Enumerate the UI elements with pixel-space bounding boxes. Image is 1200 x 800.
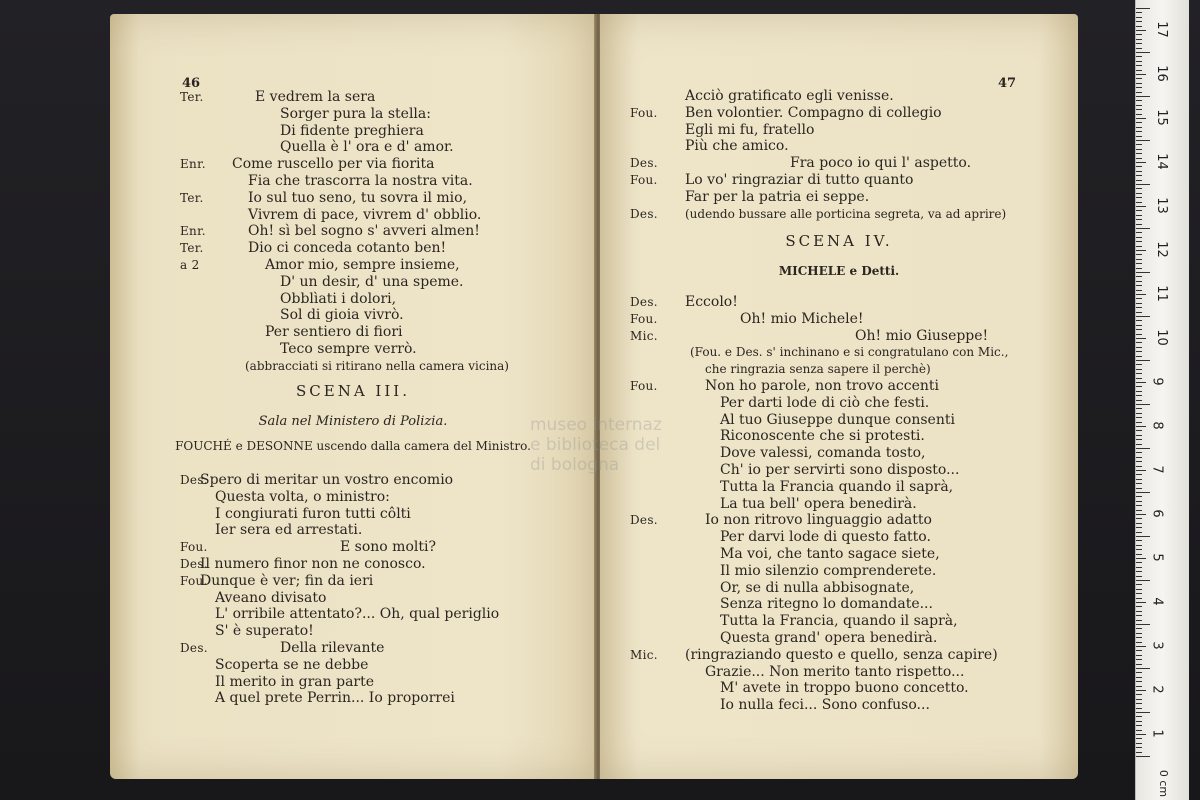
verse-text: Io non ritrovo linguaggio adatto <box>705 512 932 529</box>
verse-text: Aveano divisato <box>215 589 327 606</box>
verse-text: L' orribile attentato?... Oh, qual periglio <box>215 606 500 623</box>
ruler-tick <box>1136 734 1146 735</box>
ruler-tick <box>1136 386 1142 387</box>
ruler-tick <box>1136 140 1150 141</box>
ruler-tick <box>1136 52 1150 53</box>
ruler-tick <box>1136 637 1142 638</box>
ruler-tick <box>1136 188 1142 189</box>
left-page <box>110 14 596 779</box>
verse-text: Come ruscello per via fiorita <box>232 156 435 173</box>
ruler-tick <box>1136 527 1142 528</box>
verse-text: Senza ritegno lo domandate... <box>720 596 933 613</box>
ruler-tick <box>1136 329 1142 330</box>
verse-text: La tua bell' opera benedirà. <box>720 495 917 512</box>
ruler-tick <box>1136 61 1142 62</box>
ruler-tick <box>1136 417 1142 418</box>
verse-text: A quel prete Perrin... Io proporrei <box>215 690 455 707</box>
speaker-label: Des. <box>180 641 208 655</box>
ruler-tick <box>1136 246 1142 247</box>
verse-text: Sorger pura la stella: <box>280 105 431 122</box>
ruler-tick <box>1136 21 1142 22</box>
speaker-label: Ter. <box>180 241 204 256</box>
ruler-tick <box>1136 114 1142 115</box>
ruler-number: 2 <box>1149 685 1165 694</box>
speaker-label: Fou. <box>630 173 658 187</box>
ruler-tick <box>1136 122 1142 123</box>
verse-text: Il merito in gran parte <box>215 673 375 690</box>
ruler-tick <box>1136 743 1142 744</box>
ruler-tick <box>1136 505 1142 506</box>
ruler-tick <box>1136 672 1142 673</box>
ruler-tick <box>1136 470 1146 471</box>
verse-text: Questa grand' opera benedirà. <box>720 630 938 646</box>
ruler-tick <box>1136 532 1142 533</box>
ruler-tick <box>1136 510 1142 511</box>
ruler-tick <box>1136 78 1142 79</box>
verse-text: Oh! mio Michele! <box>740 310 864 327</box>
ruler-tick <box>1136 422 1142 423</box>
ruler-tick <box>1136 158 1142 159</box>
verse-text: Scoperta se ne debbe <box>215 656 369 673</box>
ruler-number: 14 <box>1153 153 1169 170</box>
ruler-number: 10 <box>1153 329 1169 346</box>
speaker-label: Fou. <box>180 573 208 588</box>
verse-text: M' avete in troppo buono concetto. <box>720 680 969 697</box>
ruler-number: 12 <box>1153 241 1169 258</box>
ruler-tick <box>1136 303 1142 304</box>
ruler-tick <box>1136 131 1142 132</box>
ruler-tick <box>1136 263 1142 264</box>
speaker-label: Enr. <box>180 224 206 239</box>
verse-text: E vedrem la sera <box>255 89 376 105</box>
ruler-tick <box>1136 664 1142 665</box>
speaker-label: Fou. <box>630 105 658 120</box>
speaker-label: Fou. <box>630 379 658 393</box>
measuring-ruler <box>1135 0 1189 800</box>
ruler-tick <box>1136 109 1142 110</box>
ruler-tick <box>1136 307 1142 308</box>
verse-text: Sol di gioia vivrò. <box>280 307 404 324</box>
scene-title: SCENA III. <box>296 382 410 400</box>
ruler-tick <box>1136 496 1142 497</box>
ruler-tick <box>1136 206 1146 207</box>
ruler-tick <box>1136 87 1142 88</box>
ruler-tick <box>1136 373 1142 374</box>
ruler-tick <box>1136 408 1142 409</box>
ruler-tick <box>1136 606 1142 607</box>
ruler-tick <box>1136 756 1150 757</box>
ruler-tick <box>1136 549 1142 550</box>
verse-text: Dunque è ver; fin da ieri <box>200 572 374 589</box>
scene-characters: FOUCHÉ e DESONNE uscendo dalla camera del Ministro. <box>175 439 531 453</box>
verse-text: Far per la patria ei seppe. <box>685 188 870 205</box>
ruler-tick <box>1136 338 1146 339</box>
ruler-tick <box>1136 492 1150 493</box>
ruler-tick <box>1136 360 1150 361</box>
ruler-tick <box>1136 554 1142 555</box>
ruler-tick <box>1136 584 1142 585</box>
verse-text: Vivrem di pace, vivrem d' obblio. <box>248 206 482 223</box>
verse-text: Fia che trascorra la nostra vita. <box>248 173 473 189</box>
ruler-tick <box>1136 444 1142 445</box>
ruler-tick <box>1136 747 1142 748</box>
ruler-tick <box>1136 615 1142 616</box>
ruler-tick <box>1136 228 1150 229</box>
ruler-tick <box>1136 624 1150 625</box>
ruler-tick <box>1136 483 1142 484</box>
verse-text: Ma voi, che tanto sagace siete, <box>720 546 940 562</box>
ruler-tick <box>1136 347 1142 348</box>
ruler-tick <box>1136 272 1150 273</box>
ruler-tick <box>1136 259 1142 260</box>
ruler-tick <box>1136 558 1146 559</box>
ruler-tick <box>1136 26 1142 27</box>
ruler-tick <box>1136 435 1142 436</box>
ruler-tick <box>1136 210 1142 211</box>
speaker-label: Ter. <box>180 90 204 104</box>
ruler-number: 5 <box>1149 553 1165 562</box>
ruler-tick <box>1136 461 1142 462</box>
watermark-line: di bologna <box>530 455 620 475</box>
ruler-tick <box>1136 593 1142 594</box>
ruler-tick <box>1136 523 1142 524</box>
speaker-label: Mic. <box>630 328 658 343</box>
ruler-tick <box>1136 413 1142 414</box>
verse-text: Tutta la Francia, quando il saprà, <box>720 613 958 630</box>
ruler-tick <box>1136 325 1142 326</box>
ruler-tick <box>1136 686 1142 687</box>
ruler-number: 8 <box>1149 421 1165 430</box>
ruler-tick <box>1136 479 1142 480</box>
ruler-tick <box>1136 171 1142 172</box>
ruler-tick <box>1136 342 1142 343</box>
ruler-tick <box>1136 184 1150 185</box>
ruler-tick <box>1136 395 1142 396</box>
verse-text: Eccolo! <box>685 294 738 310</box>
verse-text: Dove valessi, comanda tosto, <box>720 445 926 462</box>
ruler-number: 11 <box>1153 285 1169 302</box>
ruler-tick <box>1136 382 1146 383</box>
speaker-label: Des. <box>630 156 658 171</box>
speaker-label: Ter. <box>180 190 204 205</box>
speaker-label: Des. <box>180 557 208 571</box>
verse-text: Oh! sì bel sogno s' avveri almen! <box>248 223 480 240</box>
verse-text: Di fidente preghiera <box>280 122 424 139</box>
ruler-tick <box>1136 149 1142 150</box>
ruler-tick <box>1136 598 1142 599</box>
ruler-tick <box>1136 8 1150 9</box>
ruler-tick <box>1136 254 1142 255</box>
ruler-tick <box>1136 567 1142 568</box>
ruler-tick <box>1136 716 1142 717</box>
verse-text: (Fou. e Des. s' inchinano e si congratulano con Mic., <box>690 345 1009 360</box>
ruler-number: 4 <box>1149 597 1165 606</box>
verse-text: I congiurati furon tutti côlti <box>215 505 411 522</box>
ruler-tick <box>1136 43 1142 44</box>
verse-text: Io nulla feci... Sono confuso... <box>720 697 930 714</box>
ruler-tick <box>1136 153 1142 154</box>
verse-text: (abbracciati si ritirano nella camera vicina) <box>245 358 509 373</box>
ruler-tick <box>1136 703 1142 704</box>
verse-text: Obblìati i dolori, <box>280 290 397 307</box>
ruler-tick <box>1136 699 1142 700</box>
speaker-label: Des. <box>630 295 658 309</box>
ruler-tick <box>1136 232 1142 233</box>
ruler-tick <box>1136 290 1142 291</box>
verse-text: Il numero finor non ne conosco. <box>200 556 426 572</box>
ruler-tick <box>1136 241 1142 242</box>
ruler-tick <box>1136 536 1150 537</box>
ruler-tick <box>1136 725 1142 726</box>
scene-characters: MICHELE e Detti. <box>778 264 900 278</box>
ruler-tick <box>1136 48 1142 49</box>
ruler-tick <box>1136 457 1142 458</box>
verse-text: D' un desir, d' una speme. <box>280 273 464 290</box>
ruler-tick <box>1136 298 1142 299</box>
verse-text: E sono molti? <box>340 539 436 556</box>
ruler-tick <box>1136 364 1142 365</box>
ruler-tick <box>1136 334 1142 335</box>
ruler-tick <box>1136 391 1142 392</box>
verse-text: Teco sempre verrò. <box>280 341 417 357</box>
ruler-tick <box>1136 369 1142 370</box>
ruler-tick <box>1136 180 1142 181</box>
ruler-tick <box>1136 193 1142 194</box>
ruler-tick <box>1136 166 1142 167</box>
verse-text: Grazie... Non merito tanto rispetto... <box>705 663 965 680</box>
ruler-number: 7 <box>1149 465 1165 474</box>
verse-text: Lo vo' ringraziar di tutto quanto <box>685 172 914 188</box>
ruler-tick <box>1136 642 1142 643</box>
verse-text: che ringrazia senza sapere il perchè) <box>705 362 931 377</box>
ruler-tick <box>1136 136 1142 137</box>
ruler-tick <box>1136 404 1150 405</box>
ruler-tick <box>1136 316 1150 317</box>
verse-text: Or, se di nulla abbisognate, <box>720 579 915 596</box>
ruler-tick <box>1136 668 1150 669</box>
ruler-tick <box>1136 730 1142 731</box>
verse-text: Acciò gratificato egli venisse. <box>685 88 894 104</box>
speaker-label: Des. <box>630 513 658 528</box>
ruler-tick <box>1136 708 1142 709</box>
ruler-tick <box>1136 659 1142 660</box>
ruler-tick <box>1136 83 1142 84</box>
verse-text: Per darti lode di ciò che festi. <box>720 394 930 411</box>
ruler-tick <box>1136 276 1142 277</box>
ruler-tick <box>1136 285 1142 286</box>
ruler-tick <box>1136 545 1142 546</box>
ruler-tick <box>1136 488 1142 489</box>
ruler-tick <box>1136 105 1142 106</box>
ruler-number: 17 <box>1153 21 1169 38</box>
verse-text: Dio ci conceda cotanto ben! <box>248 240 447 257</box>
ruler-tick <box>1136 175 1142 176</box>
ruler-tick <box>1136 92 1142 93</box>
ruler-number: 9 <box>1149 377 1165 386</box>
watermark-line: museo internaz <box>530 415 662 435</box>
ruler-tick <box>1136 17 1142 18</box>
ruler-tick <box>1136 738 1142 739</box>
verse-text: Il mio silenzio comprenderete. <box>720 562 937 579</box>
right-page <box>600 14 1078 779</box>
ruler-tick <box>1136 452 1142 453</box>
ruler-tick <box>1136 466 1142 467</box>
verse-text: Della rilevante <box>280 640 385 656</box>
ruler-tick <box>1136 34 1142 35</box>
ruler-tick <box>1136 611 1142 612</box>
scene-title: SCENA IV. <box>785 232 893 250</box>
ruler-tick <box>1136 237 1142 238</box>
ruler-tick <box>1136 351 1142 352</box>
speaker-label: Des. <box>630 206 658 221</box>
ruler-tick <box>1136 628 1142 629</box>
ruler-tick <box>1136 281 1142 282</box>
ruler-tick <box>1136 518 1142 519</box>
ruler-tick <box>1136 70 1142 71</box>
ruler-tick <box>1136 439 1142 440</box>
ruler-tick <box>1136 400 1142 401</box>
ruler-tick <box>1136 294 1146 295</box>
speaker-label: Enr. <box>180 157 206 172</box>
ruler-tick <box>1136 474 1142 475</box>
ruler-tick <box>1136 501 1142 502</box>
ruler-tick <box>1136 721 1142 722</box>
ruler-tick <box>1136 448 1150 449</box>
ruler-number: 6 <box>1149 509 1165 518</box>
verse-text: (udendo bussare alle porticina segreta, va ad aprire) <box>685 206 1007 221</box>
ruler-tick <box>1136 74 1146 75</box>
verse-text: S' è superato! <box>215 623 314 640</box>
verse-text: Più che amico. <box>685 138 789 155</box>
ruler-number: 16 <box>1153 65 1169 82</box>
verse-text: Per sentiero di fiori <box>265 324 403 341</box>
ruler-tick <box>1136 633 1142 634</box>
ruler-tick <box>1136 540 1142 541</box>
verse-text: Spero di meritar un vostro encomio <box>200 472 454 488</box>
ruler-tick <box>1136 589 1142 590</box>
ruler-tick <box>1136 580 1150 581</box>
verse-text: Questa volta, o ministro: <box>215 488 390 505</box>
speaker-label: Des. <box>180 473 208 487</box>
verse-text: Quella è l' ora e d' amor. <box>280 139 454 156</box>
verse-text: Ier sera ed arrestati. <box>215 522 363 539</box>
speaker-label: Mic. <box>630 647 658 662</box>
ruler-tick <box>1136 620 1142 621</box>
ruler-tick <box>1136 650 1142 651</box>
ruler-tick <box>1136 219 1142 220</box>
ruler-tick <box>1136 118 1146 119</box>
ruler-tick <box>1136 65 1142 66</box>
ruler-tick <box>1136 378 1142 379</box>
verse-text: (ringraziando questo e quello, senza capire) <box>685 646 998 663</box>
verse-text: Riconoscente che si protesti. <box>720 428 925 445</box>
ruler-tick <box>1136 39 1142 40</box>
verse-text: Non ho parole, non trovo accenti <box>705 378 940 394</box>
ruler-tick <box>1136 30 1146 31</box>
ruler-number: 13 <box>1153 197 1169 214</box>
ruler-number: 3 <box>1149 641 1165 650</box>
ruler-tick <box>1136 312 1142 313</box>
ruler-tick <box>1136 144 1142 145</box>
ruler-tick <box>1136 100 1142 101</box>
ruler-tick <box>1136 514 1146 515</box>
verse-text: Amor mio, sempre insieme, <box>265 257 460 273</box>
ruler-tick <box>1136 197 1142 198</box>
page-number: 47 <box>998 76 1017 91</box>
ruler-tick <box>1136 752 1142 753</box>
page-number: 46 <box>182 76 201 91</box>
ruler-tick <box>1136 712 1150 713</box>
ruler-tick <box>1136 562 1142 563</box>
ruler-tick <box>1136 430 1142 431</box>
verse-text: Fra poco io qui l' aspetto. <box>790 155 972 172</box>
ruler-unit: 0 cm <box>1157 769 1171 798</box>
verse-text: Oh! mio Giuseppe! <box>855 327 989 344</box>
scene-setting: Sala nel Ministero di Polizia. <box>258 414 448 429</box>
library-watermark <box>530 415 680 475</box>
ruler-tick <box>1136 127 1142 128</box>
verse-text: Al tuo Giuseppe dunque consenti <box>720 411 955 428</box>
ruler-tick <box>1136 602 1146 603</box>
ruler-tick <box>1136 655 1142 656</box>
speaker-label: a 2 <box>180 258 200 272</box>
verse-text: Per darvi lode di questo fatto. <box>720 529 931 546</box>
ruler-tick <box>1136 356 1142 357</box>
watermark-line: e biblioteca del <box>530 435 661 455</box>
ruler-tick <box>1136 646 1146 647</box>
ruler-tick <box>1136 162 1146 163</box>
ruler-number: 15 <box>1153 109 1169 126</box>
ruler-tick <box>1136 224 1142 225</box>
ruler-tick <box>1136 320 1142 321</box>
verse-text: Io sul tuo seno, tu sovra il mio, <box>248 189 468 206</box>
ruler-tick <box>1136 96 1150 97</box>
verse-text: Ben volontier. Compagno di collegio <box>685 104 942 121</box>
ruler-tick <box>1136 681 1142 682</box>
ruler-tick <box>1136 268 1142 269</box>
ruler-tick <box>1136 677 1142 678</box>
speaker-label: Fou. <box>180 540 208 555</box>
verse-text: Tutta la Francia quando il saprà, <box>720 478 954 495</box>
ruler-tick <box>1136 426 1146 427</box>
ruler-tick <box>1136 202 1142 203</box>
ruler-tick <box>1136 571 1142 572</box>
speaker-label: Fou. <box>630 311 658 326</box>
ruler-tick <box>1136 12 1142 13</box>
ruler-tick <box>1136 215 1142 216</box>
ruler-tick <box>1136 56 1142 57</box>
ruler-tick <box>1136 576 1142 577</box>
ruler-number: 1 <box>1149 729 1165 738</box>
ruler-tick <box>1136 690 1146 691</box>
verse-text: Ch' io per servirti sono disposto... <box>720 462 960 478</box>
ruler-tick <box>1136 250 1146 251</box>
ruler-tick <box>1136 694 1142 695</box>
verse-text: Egli mi fu, fratello <box>685 121 815 138</box>
